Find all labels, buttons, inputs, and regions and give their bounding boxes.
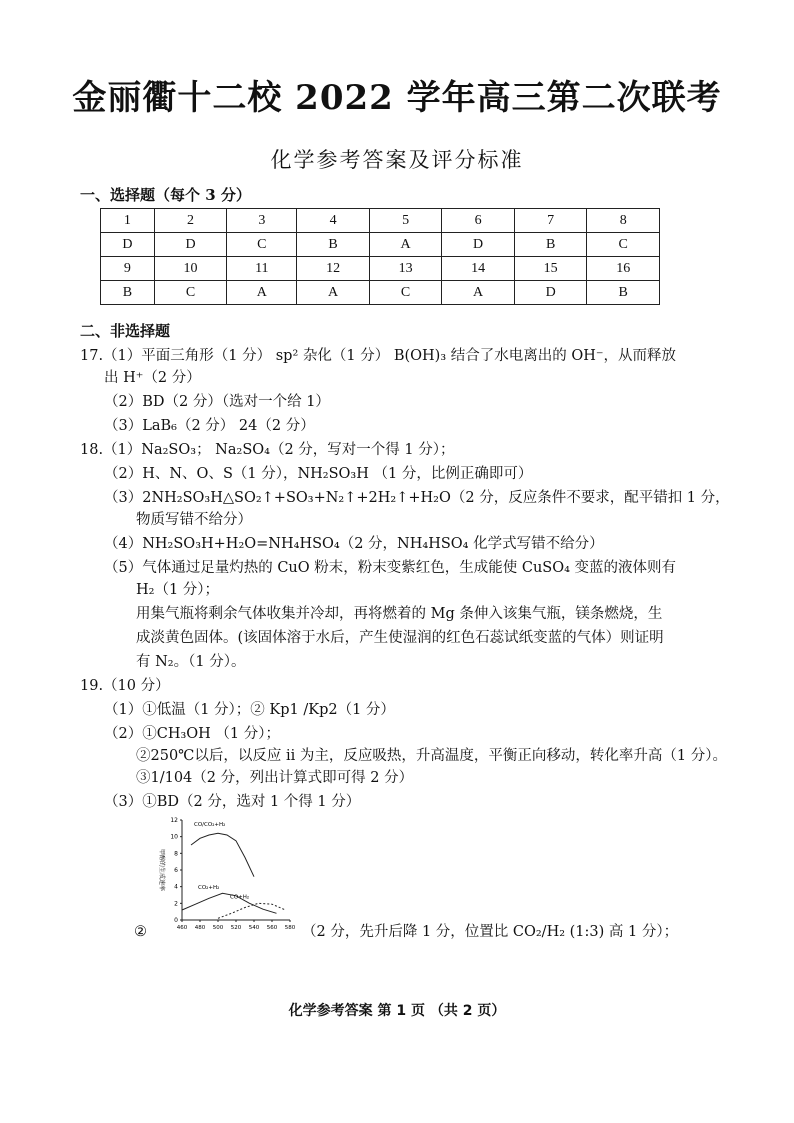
table-cell: C xyxy=(227,233,297,257)
q18-line-3: （3）2NH₂SO₃H△SO₂↑+SO₃+N₂↑+2H₂↑+H₂O（2 分，反应条件不要求，配平错扣 1 分， xyxy=(104,490,730,506)
table-cell: D xyxy=(514,281,587,305)
table-cell: 8 xyxy=(587,209,660,233)
table-cell: A xyxy=(227,281,297,305)
x-tick-label: 580 xyxy=(284,925,296,931)
table-cell: 15 xyxy=(514,257,587,281)
table-cell: D xyxy=(154,233,227,257)
rate-chart-svg xyxy=(150,812,300,940)
y-tick-label: 10 xyxy=(170,833,178,841)
table-cell: C xyxy=(587,233,660,257)
y-tick-label: 12 xyxy=(170,817,178,824)
q18-line-6: （5）气体通过足量灼热的 CuO 粉末，粉末变紫红色，生成能使 CuSO₄ 变蓝的液体则有 xyxy=(104,560,677,576)
q18-line-5: （4）NH₂SO₃H+H₂O=NH₄HSO₄（2 分，NH₄HSO₄ 化学式写错不给分） xyxy=(104,536,604,552)
table-cell: 12 xyxy=(297,257,370,281)
table-cell: 14 xyxy=(442,257,515,281)
table-cell: 13 xyxy=(369,257,442,281)
table-cell: 3 xyxy=(227,209,297,233)
series-label-1: CO₂+H₂ xyxy=(198,885,220,892)
table-cell: B xyxy=(587,281,660,305)
section-heading-choice: 一、选择题（每个 3 分） xyxy=(80,186,251,204)
series-line-0 xyxy=(191,833,254,876)
q19-line-6: （3）①BD（2 分，选对 1 个得 1 分） xyxy=(104,794,361,810)
q18-line-2: （2）H、N、O、S（1 分），NH₂SO₃H （1 分，比例正确即可） xyxy=(104,466,533,482)
q18-line-4: 物质写错不给分） xyxy=(136,512,252,528)
y-tick-label: 8 xyxy=(174,850,178,858)
table-cell: 5 xyxy=(369,209,442,233)
table-cell: C xyxy=(369,281,442,305)
y-tick-label: 6 xyxy=(174,867,178,874)
table-cell: 11 xyxy=(227,257,297,281)
series-label-0: CO/CO₂+H₂ xyxy=(194,821,226,828)
x-tick-label: 500 xyxy=(212,925,224,931)
series-label-2: CO+H₂ xyxy=(230,894,250,901)
table-cell: 9 xyxy=(101,257,155,281)
table-cell: 16 xyxy=(587,257,660,281)
q18-line-10: 有 N₂。（1 分）。 xyxy=(136,654,246,670)
q18-line-9: 成淡黄色固体。(该固体溶于水后，产生使湿润的红色石蕊试纸变蓝的气体）则证明 xyxy=(136,630,664,646)
series-line-2 xyxy=(218,903,286,918)
q18-line-1: 18.（1）Na₂SO₃； Na₂SO₄（2 分，写对一个得 1 分）； xyxy=(80,442,455,458)
rate-chart xyxy=(150,812,300,940)
table-row xyxy=(101,233,660,257)
x-tick-label: 520 xyxy=(230,925,242,931)
section-heading-nonchoice: 二、非选择题 xyxy=(80,322,171,340)
q19-line-1: 19.（10 分） xyxy=(80,678,170,694)
table-row xyxy=(101,257,660,281)
table-cell: 10 xyxy=(154,257,227,281)
q19-line-2: （1）①低温（1 分）；② Kp1 /Kp2（1 分） xyxy=(104,702,395,718)
table-cell: A xyxy=(369,233,442,257)
table-row xyxy=(101,281,660,305)
x-tick-label: 480 xyxy=(194,925,206,931)
table-cell: 2 xyxy=(154,209,227,233)
q18-line-7: H₂（1 分）； xyxy=(136,582,220,598)
x-tick-label: 460 xyxy=(176,925,188,931)
table-cell: 1 xyxy=(101,209,155,233)
page-subtitle: 化学参考答案及评分标准 xyxy=(270,148,524,172)
y-tick-label: 4 xyxy=(174,883,178,891)
q19-line-4: ②250℃以后，以反应 ii 为主，反应吸热，升高温度，平衡正向移动，转化率升高（1 分）。 xyxy=(136,748,727,764)
page-footer: 化学参考答案 第 1 页 （共 2 页） xyxy=(288,1003,506,1019)
table-cell: A xyxy=(442,281,515,305)
q19-line-7: （2 分，先升后降 1 分，位置比 CO₂/H₂ (1:3) 高 1 分）； xyxy=(302,924,679,940)
x-tick-label: 560 xyxy=(266,925,278,931)
q17-line-2: 出 H⁺（2 分） xyxy=(104,370,201,386)
q17-line-3: （2）BD（2 分）（选对一个给 1） xyxy=(104,394,330,410)
table-cell: B xyxy=(297,233,370,257)
y-tick-label: 2 xyxy=(174,900,178,908)
table-cell: 6 xyxy=(442,209,515,233)
table-cell: B xyxy=(101,281,155,305)
q17-line-4: （3）LaB₆（2 分） 24（2 分） xyxy=(104,418,315,434)
table-cell: 4 xyxy=(297,209,370,233)
q19-subpart-marker: ② xyxy=(134,924,147,940)
y-axis-label: 甲醇的生成速率 xyxy=(158,848,165,892)
x-tick-label: 540 xyxy=(248,925,260,931)
table-cell: 7 xyxy=(514,209,587,233)
table-cell: A xyxy=(297,281,370,305)
table-cell: D xyxy=(101,233,155,257)
table-cell: D xyxy=(442,233,515,257)
page-title: 金丽衢十二校 2022 学年高三第二次联考 xyxy=(72,78,722,118)
q17-line-1: 17.（1）平面三角形（1 分） sp² 杂化（1 分） B(OH)₃ 结合了水电离出的 OH⁻，从而释放 xyxy=(80,348,677,364)
q19-line-3: （2）①CH₃OH （1 分）； xyxy=(104,726,281,742)
y-tick-label: 0 xyxy=(174,917,178,924)
q18-line-8: 用集气瓶将剩余气体收集并冷却，再将燃着的 Mg 条伸入该集气瓶，镁条燃烧，生 xyxy=(136,606,663,622)
table-row xyxy=(101,209,660,233)
table-cell: C xyxy=(154,281,227,305)
table-cell: B xyxy=(514,233,587,257)
answer-table xyxy=(100,208,660,305)
q19-line-5: ③1/104（2 分，列出计算式即可得 2 分） xyxy=(136,770,414,786)
